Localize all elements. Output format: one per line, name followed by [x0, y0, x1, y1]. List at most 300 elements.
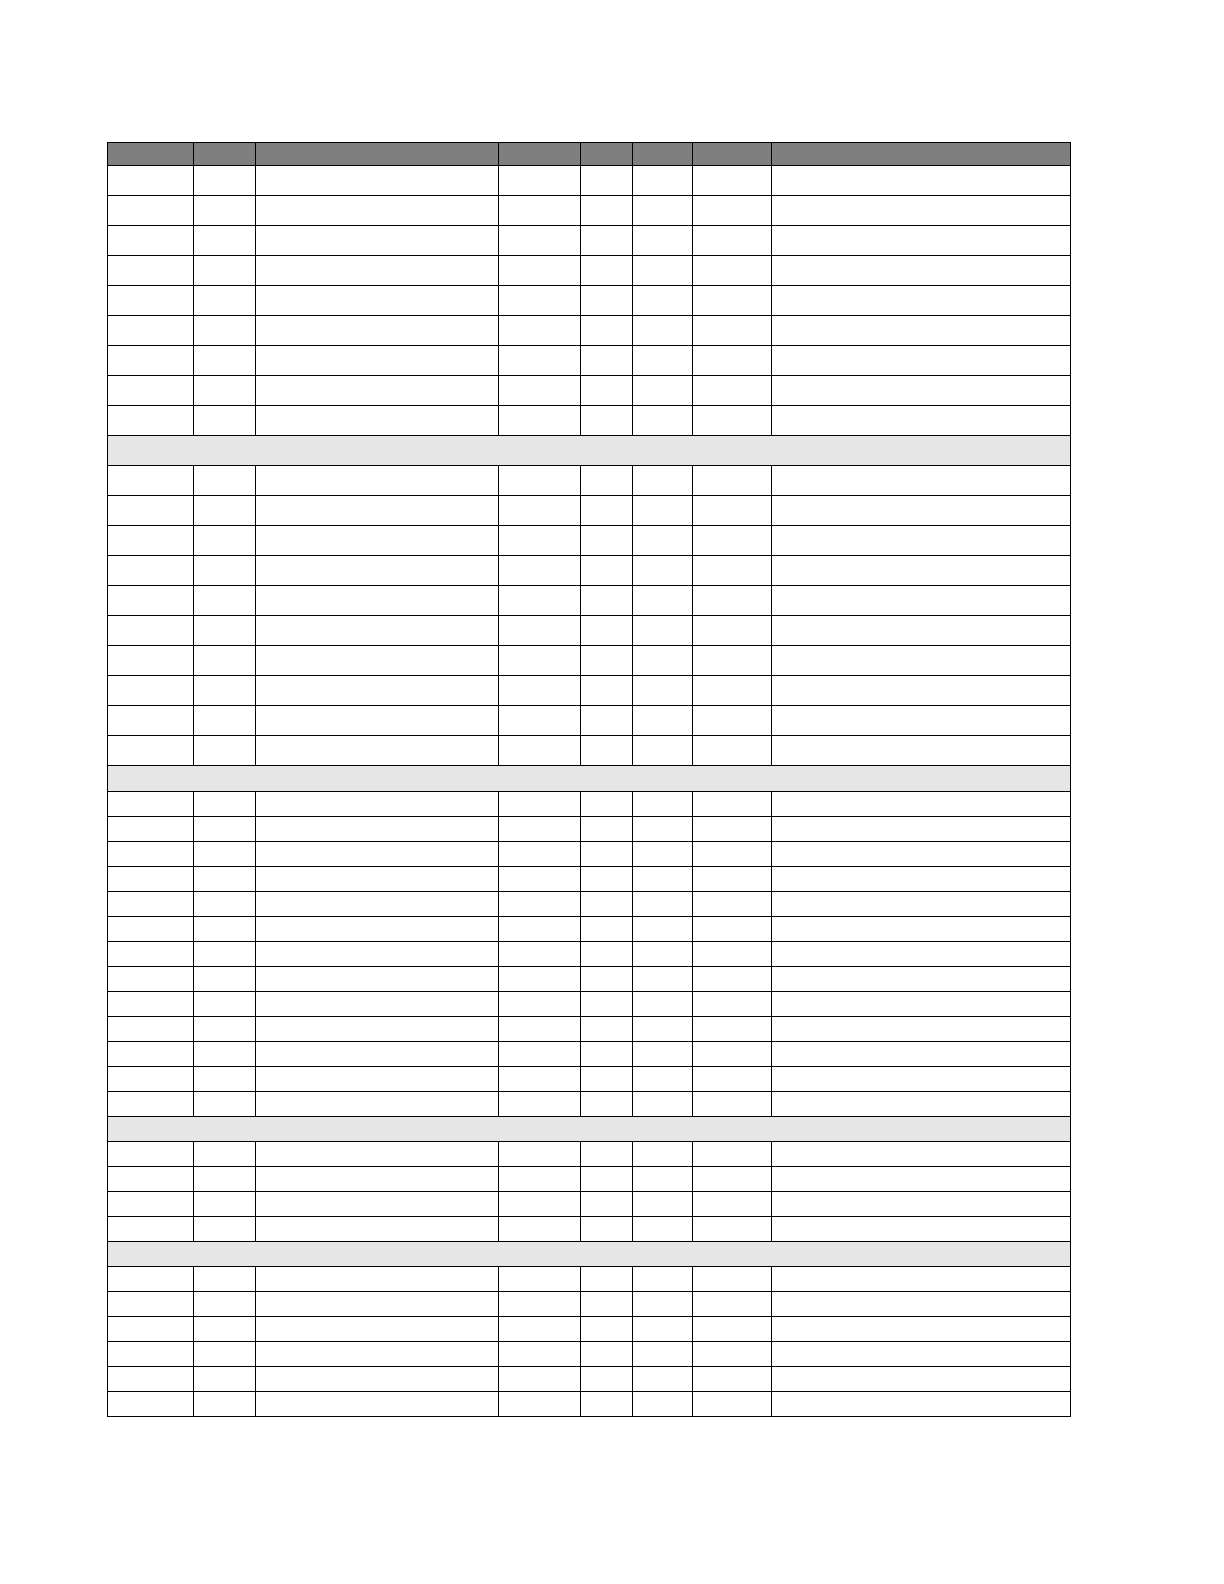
header-cell	[581, 143, 633, 166]
table-cell	[633, 967, 693, 992]
table-cell	[499, 942, 581, 967]
table-cell	[693, 892, 772, 917]
table-cell	[633, 676, 693, 706]
table-cell	[194, 892, 256, 917]
section-cell	[108, 1242, 1071, 1267]
table-cell	[772, 706, 1071, 736]
table-cell	[499, 1392, 581, 1417]
table-row	[108, 736, 1071, 766]
table-row	[108, 1367, 1071, 1392]
table-cell	[772, 1192, 1071, 1217]
table-cell	[633, 1092, 693, 1117]
table-cell	[194, 466, 256, 496]
table-row	[108, 842, 1071, 867]
table-row	[108, 1092, 1071, 1117]
table-cell	[772, 316, 1071, 346]
table-cell	[499, 406, 581, 436]
table-cell	[108, 196, 194, 226]
table-cell	[772, 556, 1071, 586]
section-separator-row	[108, 436, 1071, 466]
table-cell	[581, 1092, 633, 1117]
table-cell	[633, 917, 693, 942]
table-cell	[108, 646, 194, 676]
table-cell	[499, 736, 581, 766]
table-cell	[693, 646, 772, 676]
table-cell	[693, 1217, 772, 1242]
table-cell	[194, 676, 256, 706]
table-cell	[772, 867, 1071, 892]
table-cell	[108, 1167, 194, 1192]
table-cell	[633, 646, 693, 676]
table-cell	[581, 1317, 633, 1342]
table-cell	[108, 1342, 194, 1367]
table-cell	[194, 226, 256, 256]
table-cell	[194, 316, 256, 346]
table-cell	[581, 992, 633, 1017]
table-cell	[633, 1042, 693, 1067]
table-cell	[194, 706, 256, 736]
table-cell	[499, 286, 581, 316]
table-cell	[499, 1067, 581, 1092]
table-cell	[633, 1367, 693, 1392]
table-cell	[194, 867, 256, 892]
table-cell	[633, 346, 693, 376]
table-cell	[633, 616, 693, 646]
table-cell	[108, 676, 194, 706]
table-cell	[256, 1367, 499, 1392]
table-cell	[772, 1392, 1071, 1417]
table-row	[108, 586, 1071, 616]
table-cell	[693, 706, 772, 736]
table-cell	[693, 1167, 772, 1192]
table-row	[108, 1217, 1071, 1242]
table-row	[108, 556, 1071, 586]
table-row	[108, 316, 1071, 346]
header-cell	[194, 143, 256, 166]
table-row	[108, 466, 1071, 496]
table-cell	[256, 867, 499, 892]
table-cell	[693, 346, 772, 376]
table-cell	[108, 992, 194, 1017]
table-row	[108, 166, 1071, 196]
table-cell	[499, 1267, 581, 1292]
table-cell	[194, 256, 256, 286]
table-cell	[256, 1192, 499, 1217]
table-cell	[772, 1292, 1071, 1317]
table-cell	[772, 286, 1071, 316]
table-cell	[633, 1167, 693, 1192]
table-cell	[693, 1342, 772, 1367]
table-cell	[108, 1067, 194, 1092]
table-cell	[693, 256, 772, 286]
table-cell	[256, 556, 499, 586]
table-cell	[256, 1092, 499, 1117]
table-cell	[693, 1267, 772, 1292]
table-cell	[499, 917, 581, 942]
table-cell	[581, 1067, 633, 1092]
table-cell	[772, 376, 1071, 406]
table-cell	[499, 226, 581, 256]
table-cell	[633, 736, 693, 766]
data-table	[107, 142, 1071, 1417]
header-cell	[633, 143, 693, 166]
table-cell	[693, 1067, 772, 1092]
table-cell	[108, 316, 194, 346]
table-cell	[108, 526, 194, 556]
table-cell	[693, 992, 772, 1017]
table-cell	[194, 1167, 256, 1192]
table-cell	[194, 992, 256, 1017]
table-cell	[256, 316, 499, 346]
table-cell	[256, 1017, 499, 1042]
table-row	[108, 496, 1071, 526]
table-cell	[194, 1067, 256, 1092]
table-cell	[772, 1142, 1071, 1167]
table-cell	[499, 867, 581, 892]
table-cell	[693, 406, 772, 436]
table-row	[108, 1267, 1071, 1292]
table-cell	[633, 1217, 693, 1242]
table-cell	[499, 676, 581, 706]
table-cell	[633, 792, 693, 817]
table-cell	[693, 867, 772, 892]
table-cell	[256, 1292, 499, 1317]
table-cell	[108, 1292, 194, 1317]
table-cell	[581, 867, 633, 892]
table-cell	[633, 1142, 693, 1167]
table-cell	[772, 817, 1071, 842]
table-cell	[772, 1042, 1071, 1067]
table-cell	[633, 526, 693, 556]
table-cell	[772, 1092, 1071, 1117]
table-cell	[693, 556, 772, 586]
table-cell	[194, 1092, 256, 1117]
table-cell	[772, 1067, 1071, 1092]
table-row	[108, 526, 1071, 556]
table-cell	[256, 1392, 499, 1417]
table-cell	[499, 376, 581, 406]
table-cell	[194, 616, 256, 646]
table-cell	[581, 316, 633, 346]
table-cell	[633, 466, 693, 496]
table-cell	[499, 842, 581, 867]
table-cell	[194, 646, 256, 676]
table-row	[108, 1292, 1071, 1317]
table-cell	[772, 1317, 1071, 1342]
table-cell	[581, 196, 633, 226]
table-cell	[581, 792, 633, 817]
table-cell	[581, 646, 633, 676]
table-cell	[581, 1292, 633, 1317]
table-cell	[194, 917, 256, 942]
table-cell	[581, 346, 633, 376]
table-cell	[581, 526, 633, 556]
table-cell	[256, 1267, 499, 1292]
table-cell	[256, 616, 499, 646]
section-cell	[108, 436, 1071, 466]
table-cell	[772, 166, 1071, 196]
table-cell	[633, 1017, 693, 1042]
table-cell	[772, 967, 1071, 992]
table-cell	[499, 616, 581, 646]
header-row	[108, 143, 1071, 166]
table-cell	[581, 1267, 633, 1292]
table-cell	[633, 867, 693, 892]
table-row	[108, 646, 1071, 676]
table-cell	[194, 1392, 256, 1417]
table-cell	[499, 1092, 581, 1117]
table-cell	[772, 466, 1071, 496]
table-cell	[499, 346, 581, 376]
table-cell	[581, 817, 633, 842]
table-cell	[772, 992, 1071, 1017]
table-cell	[633, 196, 693, 226]
table-cell	[633, 706, 693, 736]
table-cell	[581, 616, 633, 646]
table-cell	[108, 376, 194, 406]
table-cell	[108, 867, 194, 892]
table-cell	[693, 196, 772, 226]
table-cell	[256, 1317, 499, 1342]
table-cell	[499, 1217, 581, 1242]
table-cell	[194, 286, 256, 316]
table-cell	[256, 917, 499, 942]
table-cell	[693, 676, 772, 706]
table-cell	[194, 792, 256, 817]
table-cell	[499, 992, 581, 1017]
table-cell	[256, 892, 499, 917]
table-cell	[581, 917, 633, 942]
table-cell	[194, 526, 256, 556]
table-cell	[693, 792, 772, 817]
table-cell	[194, 586, 256, 616]
table-cell	[256, 967, 499, 992]
table-cell	[108, 346, 194, 376]
table-row	[108, 942, 1071, 967]
table-cell	[256, 646, 499, 676]
table-cell	[256, 1342, 499, 1367]
table-row	[108, 1342, 1071, 1367]
table-cell	[693, 1042, 772, 1067]
table-cell	[499, 706, 581, 736]
table-cell	[194, 842, 256, 867]
table-cell	[108, 256, 194, 286]
table-cell	[499, 496, 581, 526]
table-cell	[194, 1342, 256, 1367]
table-cell	[256, 196, 499, 226]
table-cell	[256, 466, 499, 496]
table-cell	[194, 1367, 256, 1392]
table-cell	[693, 1367, 772, 1392]
table-cell	[194, 376, 256, 406]
table-cell	[499, 1167, 581, 1192]
table-cell	[633, 286, 693, 316]
table-cell	[108, 1192, 194, 1217]
table-row	[108, 1392, 1071, 1417]
table-row	[108, 406, 1071, 436]
table-cell	[581, 166, 633, 196]
table-cell	[256, 376, 499, 406]
table-row	[108, 346, 1071, 376]
table-cell	[499, 1292, 581, 1317]
table-row	[108, 1167, 1071, 1192]
table-row	[108, 1317, 1071, 1342]
table-cell	[693, 1092, 772, 1117]
table-cell	[693, 1317, 772, 1342]
table-cell	[108, 406, 194, 436]
header-cell	[693, 143, 772, 166]
table-cell	[499, 1042, 581, 1067]
table-cell	[633, 406, 693, 436]
table-cell	[693, 817, 772, 842]
table-cell	[256, 817, 499, 842]
table-cell	[633, 817, 693, 842]
table-cell	[194, 166, 256, 196]
table-cell	[256, 526, 499, 556]
table-cell	[108, 1367, 194, 1392]
table-cell	[693, 166, 772, 196]
table-cell	[499, 1342, 581, 1367]
table-cell	[108, 496, 194, 526]
table-cell	[772, 1217, 1071, 1242]
table-cell	[772, 842, 1071, 867]
table-cell	[499, 1142, 581, 1167]
table-cell	[581, 1042, 633, 1067]
table-cell	[499, 892, 581, 917]
table-cell	[693, 1292, 772, 1317]
table-cell	[772, 256, 1071, 286]
table-cell	[581, 226, 633, 256]
table-cell	[108, 286, 194, 316]
table-cell	[581, 1392, 633, 1417]
table-cell	[693, 917, 772, 942]
table-cell	[772, 586, 1071, 616]
table-cell	[194, 1192, 256, 1217]
table-cell	[108, 1392, 194, 1417]
table-cell	[108, 556, 194, 586]
table-cell	[256, 1042, 499, 1067]
table-cell	[772, 942, 1071, 967]
table-cell	[256, 992, 499, 1017]
table-cell	[108, 226, 194, 256]
table-cell	[633, 586, 693, 616]
table-cell	[581, 586, 633, 616]
table-cell	[581, 676, 633, 706]
table-cell	[581, 967, 633, 992]
table-cell	[693, 1392, 772, 1417]
table-cell	[772, 646, 1071, 676]
table-cell	[772, 346, 1071, 376]
table-row	[108, 676, 1071, 706]
table-row	[108, 256, 1071, 286]
table-cell	[633, 1267, 693, 1292]
table-cell	[772, 917, 1071, 942]
table-cell	[194, 1292, 256, 1317]
table-cell	[108, 967, 194, 992]
table-cell	[633, 1292, 693, 1317]
table-cell	[108, 706, 194, 736]
table-row	[108, 892, 1071, 917]
table-row	[108, 792, 1071, 817]
table-cell	[194, 967, 256, 992]
table-cell	[256, 226, 499, 256]
table-row	[108, 286, 1071, 316]
table-cell	[581, 736, 633, 766]
table-cell	[108, 1217, 194, 1242]
table-cell	[693, 496, 772, 526]
section-separator-row	[108, 1117, 1071, 1142]
table-cell	[108, 817, 194, 842]
table-cell	[772, 406, 1071, 436]
table-cell	[633, 1067, 693, 1092]
table-row	[108, 376, 1071, 406]
table-row	[108, 1042, 1071, 1067]
table-cell	[581, 892, 633, 917]
table-cell	[194, 556, 256, 586]
table-cell	[194, 1042, 256, 1067]
table-cell	[194, 1142, 256, 1167]
table-cell	[581, 706, 633, 736]
table-cell	[256, 1217, 499, 1242]
table-cell	[499, 196, 581, 226]
table-cell	[772, 1167, 1071, 1192]
table-cell	[194, 196, 256, 226]
table-cell	[108, 586, 194, 616]
table-cell	[194, 942, 256, 967]
table-cell	[499, 1367, 581, 1392]
table-cell	[633, 496, 693, 526]
table-cell	[693, 616, 772, 646]
table-cell	[108, 917, 194, 942]
table-cell	[256, 736, 499, 766]
table-row	[108, 817, 1071, 842]
table-cell	[633, 226, 693, 256]
table-cell	[108, 1267, 194, 1292]
table-cell	[108, 166, 194, 196]
table-cell	[772, 1342, 1071, 1367]
table-cell	[256, 1067, 499, 1092]
table-cell	[256, 706, 499, 736]
header-cell	[108, 143, 194, 166]
table-cell	[499, 166, 581, 196]
table-cell	[693, 1192, 772, 1217]
table-cell	[693, 1142, 772, 1167]
section-cell	[108, 1117, 1071, 1142]
table-cell	[194, 346, 256, 376]
table-cell	[772, 892, 1071, 917]
table-row	[108, 1067, 1071, 1092]
table-cell	[194, 1217, 256, 1242]
table-cell	[108, 842, 194, 867]
section-separator-row	[108, 766, 1071, 792]
table-cell	[256, 346, 499, 376]
table-cell	[693, 736, 772, 766]
table-cell	[633, 842, 693, 867]
table-cell	[693, 226, 772, 256]
table-cell	[256, 792, 499, 817]
table-cell	[108, 616, 194, 646]
table-cell	[772, 616, 1071, 646]
header-cell	[256, 143, 499, 166]
table-cell	[581, 286, 633, 316]
table-cell	[108, 736, 194, 766]
table-cell	[108, 1042, 194, 1067]
table-cell	[499, 556, 581, 586]
table-cell	[633, 166, 693, 196]
table-cell	[581, 842, 633, 867]
table-row	[108, 867, 1071, 892]
table-cell	[256, 1167, 499, 1192]
